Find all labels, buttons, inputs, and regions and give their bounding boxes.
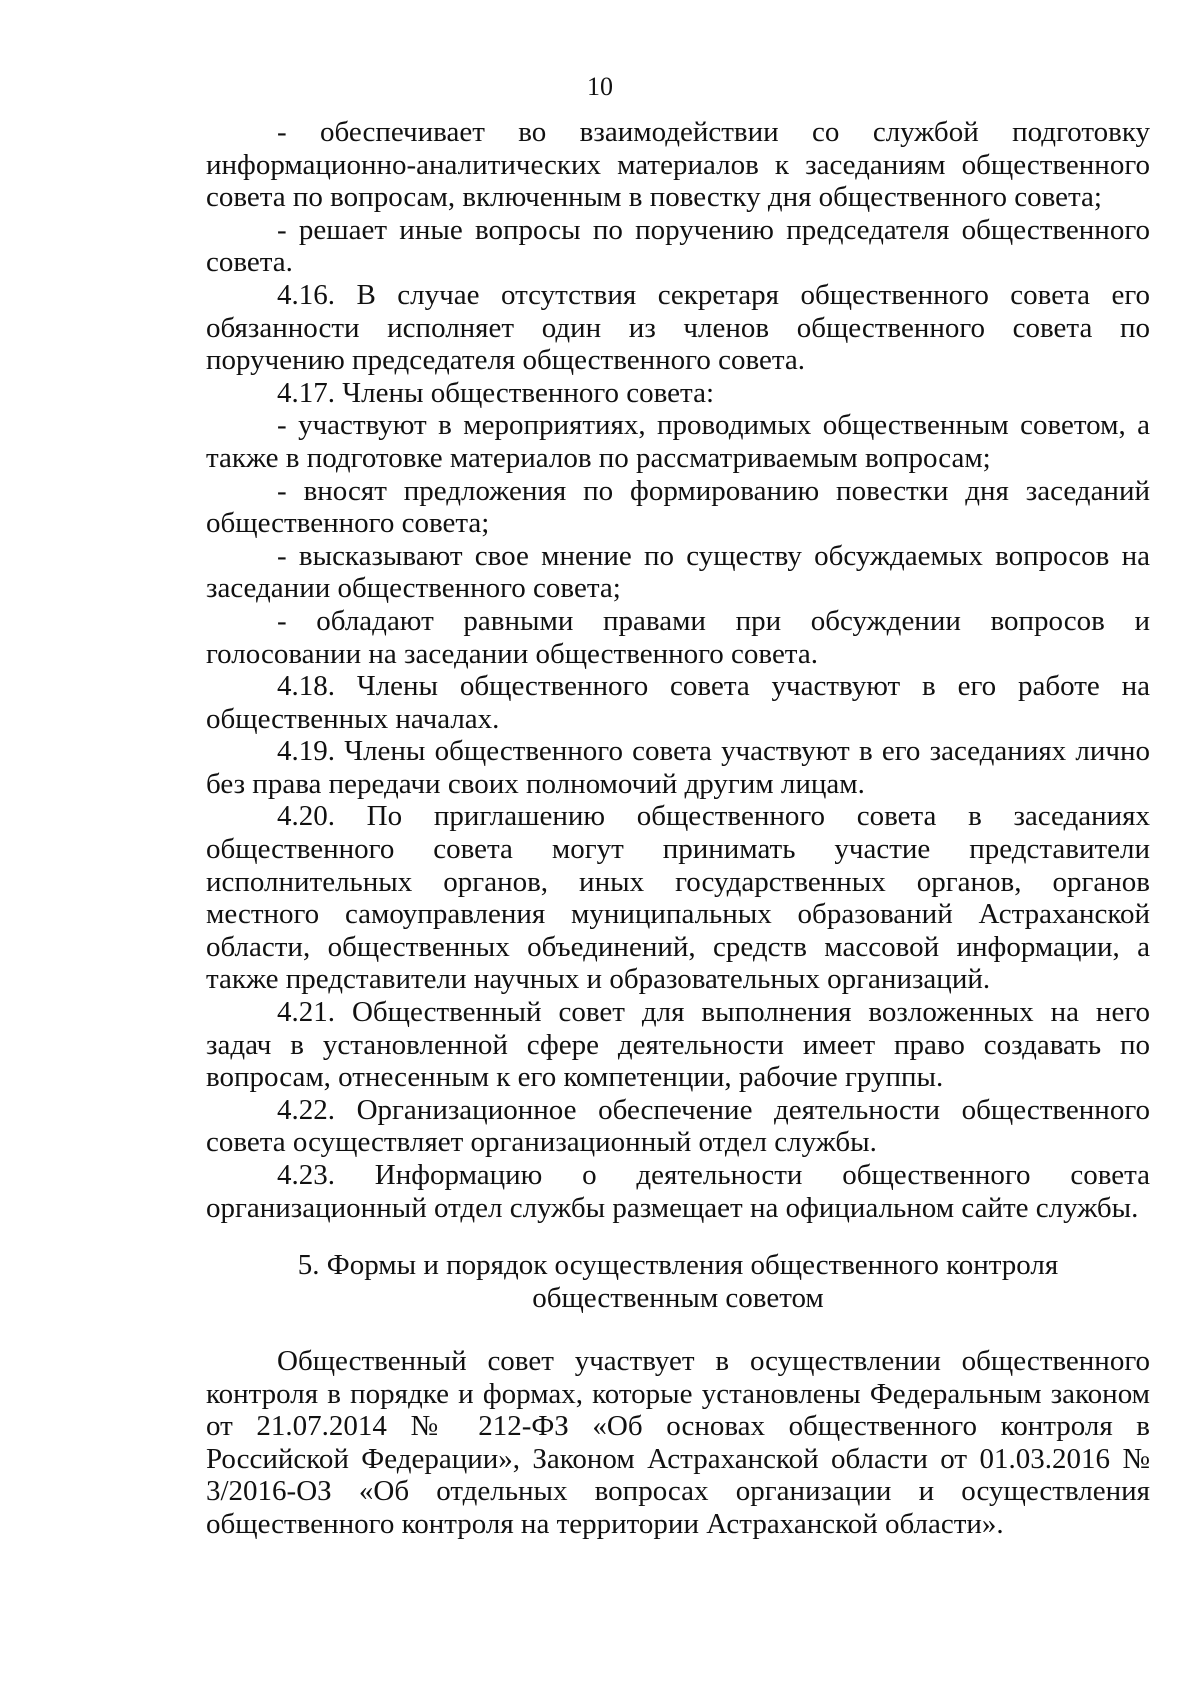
section-5-heading (206, 1249, 1150, 1314)
paragraph-4-18: 4.18. Члены общественного совета участвуют в его работе на общественных началах. (206, 670, 1150, 735)
section-5-body (206, 1345, 1150, 1541)
paragraph-4-17: 4.17. Члены общественного совета: (277, 376, 714, 409)
paragraph-bullet-other-issues: - решает иные вопросы по поручению председателя общественного совета. (206, 213, 1150, 279)
paragraph-bullet-analytics: - обеспечивает во взаимодействии со службой подготовку информационно-аналитических материалов к заседаниям общественного совета по вопросам, включенным в повестку дня общественного совета; (206, 116, 1150, 214)
paragraph-bullet-proposals: - вносят предложения по формированию повестки дня заседаний общественного совета; (206, 474, 1150, 540)
paragraph-4-16: 4.16. В случае отсутствия секретаря общественного совета его обязанности исполняет один из членов общественного совета по поручению председателя общественного совета. (206, 278, 1150, 377)
paragraph-bullet-equal-rights: - обладают равными правами при обсуждении вопросов и голосовании на заседании общественного совета. (206, 604, 1150, 670)
paragraph-4-23: 4.23. Информацию о деятельности общественного совета организационный отдел службы размещает на официальном сайте службы. (206, 1159, 1150, 1224)
paragraph-4-20: 4.20. По приглашению общественного совета в заседаниях общественного совета могут принимать участие представители исполнительных органов, иных государственных органов, органов местного самоуправления муниципальных образований Астраханской области, общественных объединений, средств массовой информации, а также представители научных и образовательных организаций. (206, 800, 1150, 996)
paragraph-bullet-opinion: - высказывают свое мнение по существу обсуждаемых вопросов на заседании общественного совета; (206, 539, 1150, 605)
paragraph-4-21: 4.21. Общественный совет для выполнения возложенных на него задач в установленной сфере деятельности имеет право создавать по вопросам, отнесенным к его компетенции, рабочие группы. (206, 996, 1150, 1094)
paragraph-4-22: 4.22. Организационное обеспечение деятельности общественного совета осуществляет организационный отдел службы. (206, 1093, 1150, 1159)
section-5-paragraph: Общественный совет участвует в осуществлении общественного контроля в порядке и формах, которые установлены Федеральным законом от 21.07.2014 № 212-ФЗ «Об основах общественного контроля в Российской Федерации», Законом Астраханской области от 01.03.2016 № 3/2016-ОЗ «Об отдельных вопросах организации и осуществления общественного контроля на территории Астраханской области». (206, 1345, 1150, 1540)
page-number: 10 (587, 72, 613, 101)
paragraph-4-19: 4.19. Члены общественного совета участвуют в его заседаниях лично без права передачи своих полномочий другим лицам. (206, 735, 1150, 800)
section-5-heading-line-2: общественным советом (532, 1281, 824, 1314)
section-5-heading-line-1: 5. Формы и порядок осуществления общественного контроля (297, 1249, 1059, 1281)
document-body (206, 116, 1150, 1224)
paragraph-bullet-participate: - участвуют в мероприятиях, проводимых общественным советом, а также в подготовке материалов по рассматриваемым вопросам; (206, 409, 1150, 474)
